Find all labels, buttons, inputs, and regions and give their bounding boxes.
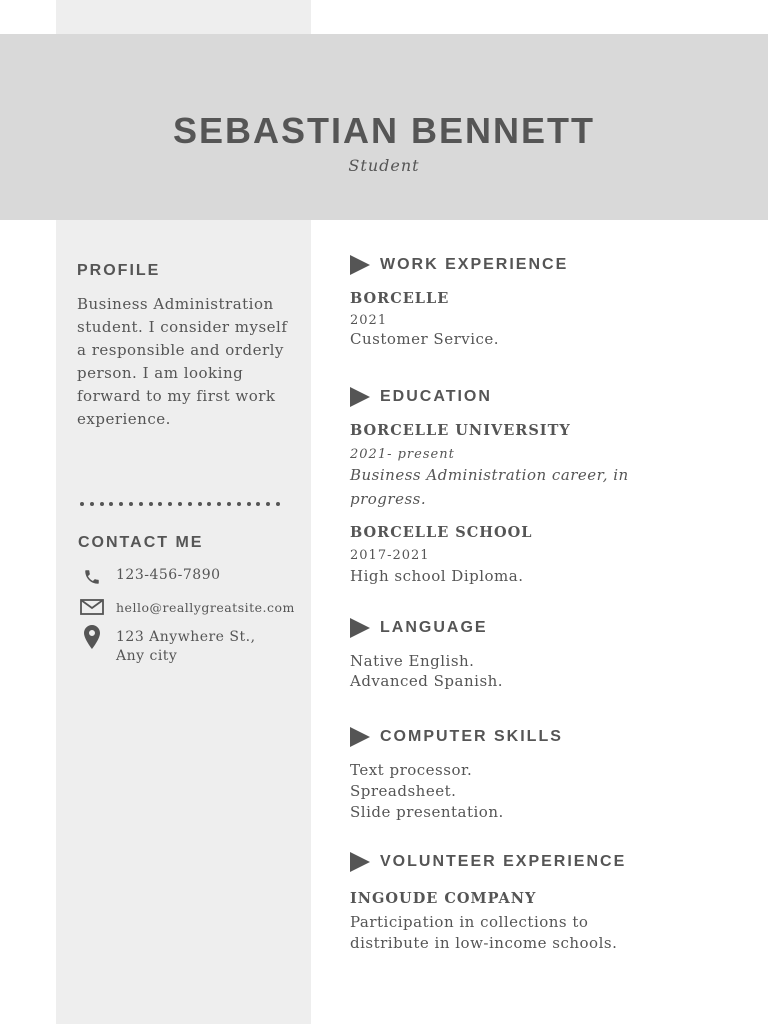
language-heading <box>350 618 488 638</box>
skills-heading <box>350 727 563 747</box>
triangle-bullet-icon <box>350 852 370 872</box>
location-pin-icon <box>80 626 104 648</box>
work-desc: Customer Service. <box>350 330 500 348</box>
phone-icon <box>80 566 104 588</box>
language-line-2: Advanced Spanish. <box>350 672 504 690</box>
profile-text: Business Administration student. I consider myself a responsible and orderly person. I am looking forward to my first work experience. <box>77 295 288 428</box>
triangle-bullet-icon <box>350 387 370 407</box>
work-heading <box>350 255 568 275</box>
education-date-1: 2021- present <box>350 447 455 462</box>
education-date-2: 2017-2021 <box>350 548 430 563</box>
volunteer-org: INGOUDE COMPANY <box>350 890 537 907</box>
work-org: BORCELLE <box>350 290 450 307</box>
profile-heading: PROFILE <box>77 262 161 279</box>
contact-address <box>80 626 256 664</box>
education-org-1: BORCELLE UNIVERSITY <box>350 422 571 439</box>
work-date: 2021 <box>350 313 388 328</box>
contact-heading: CONTACT ME <box>78 534 204 551</box>
skills-line-1: Text processor. <box>350 761 473 779</box>
contact-phone <box>80 566 221 588</box>
triangle-bullet-icon <box>350 618 370 638</box>
volunteer-desc: Participation in collections to distribute in low-income schools. <box>350 913 618 952</box>
language-title: LANGUAGE <box>380 619 488 636</box>
education-title: EDUCATION <box>380 388 492 405</box>
address-line-2: Any city <box>116 648 178 664</box>
volunteer-title: VOLUNTEER EXPERIENCE <box>380 853 627 870</box>
skills-line-2: Spreadsheet. <box>350 782 457 800</box>
education-desc-1: Business Administration career, in progress. <box>350 466 629 508</box>
candidate-name: SEBASTIAN BENNETT <box>172 110 596 151</box>
work-title: WORK EXPERIENCE <box>380 256 569 273</box>
phone-number: 123-456-7890 <box>116 567 221 583</box>
dotted-divider <box>80 498 280 510</box>
language-line-1: Native English. <box>350 652 475 670</box>
envelope-icon <box>80 596 104 618</box>
address-line-1: 123 Anywhere St., <box>116 629 256 645</box>
candidate-role: Student <box>348 156 420 175</box>
skills-title: COMPUTER SKILLS <box>380 728 563 745</box>
triangle-bullet-icon <box>350 727 370 747</box>
volunteer-heading <box>350 852 626 872</box>
triangle-bullet-icon <box>350 255 370 275</box>
email-address: hello@reallygreatsite.com <box>116 600 295 615</box>
education-heading <box>350 387 492 407</box>
skills-line-3: Slide presentation. <box>350 803 504 821</box>
contact-email <box>80 596 295 618</box>
education-desc-2: High school Diploma. <box>350 567 524 585</box>
education-org-2: BORCELLE SCHOOL <box>350 524 533 541</box>
